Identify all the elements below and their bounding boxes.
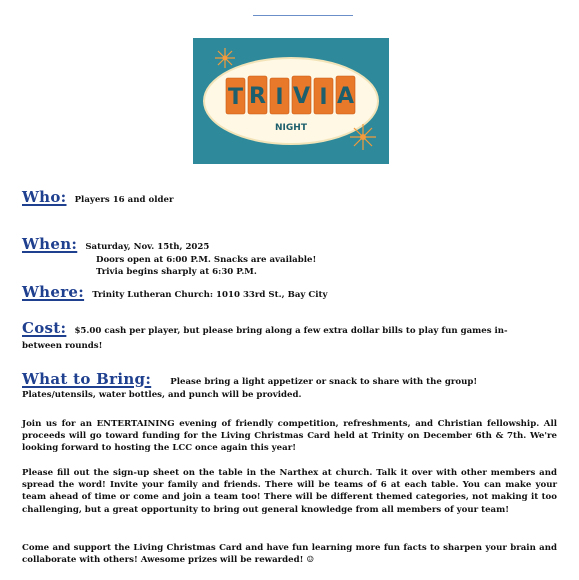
where-text: Trinity Lutheran Church: 1010 33rd St., Bay City — [92, 290, 328, 300]
when-heading: When: — [22, 235, 78, 253]
banner-letter: A — [336, 84, 355, 109]
who-heading: Who: — [22, 188, 67, 206]
banner-subtitle: NIGHT — [275, 123, 307, 133]
cost-text-continued: between rounds! — [22, 341, 103, 351]
cost-section — [22, 318, 508, 337]
paragraph-fundraiser: Join us for an ENTERTAINING evening of friendly competition, refreshments, and Christian fellowship. All proceeds will go toward funding for the Living Christmas Card held at Trinity on December 6th & 7th. We're looking forward to hosting the LCC once again this year! — [22, 419, 557, 454]
who-text: Players 16 and older — [74, 195, 174, 205]
header-rule — [253, 15, 353, 16]
banner-letter: V — [292, 84, 311, 109]
when-date: Saturday, Nov. 15th, 2025 — [85, 242, 210, 252]
banner-letter: I — [275, 85, 284, 110]
when-doors: Doors open at 6:00 P.M. Snacks are available! — [96, 255, 317, 265]
bring-section — [22, 369, 477, 388]
banner-letter: R — [249, 84, 266, 109]
cost-text: $5.00 cash per player, but please bring along a few extra dollar bills to play fun games in- — [74, 326, 508, 336]
where-section — [22, 282, 327, 301]
cost-heading: Cost: — [22, 319, 67, 337]
bring-text-continued: Plates/utensils, water bottles, and punch will be provided. — [22, 390, 302, 400]
when-trivia: Trivia begins sharply at 6:30 P.M. — [96, 267, 257, 277]
paragraph-signup: Please fill out the sign-up sheet on the table in the Narthex at church. Talk it over with other members and spread the word! Invite your family and friends. There will be teams of 6 at each table. You can make your team ahead of time or come and join a team too! There will be different themed categories, not making it too challenging, but a great opportunity to bring out general knowledge from all members of your team! — [22, 468, 557, 515]
bring-heading: What to Bring: — [22, 370, 152, 388]
trivia-night-banner — [193, 38, 389, 164]
paragraph-closing: Come and support the Living Christmas Card and have fun learning more fun facts to sharpen your brain and collaborate with others! Awesome prizes will be rewarded! ☺ — [22, 543, 557, 566]
bring-text: Please bring a light appetizer or snack to share with the group! — [170, 377, 478, 387]
who-section — [22, 187, 173, 206]
banner-letter: T — [227, 85, 244, 110]
when-section — [22, 234, 209, 253]
where-heading: Where: — [22, 283, 85, 301]
banner-letter: I — [319, 85, 328, 110]
